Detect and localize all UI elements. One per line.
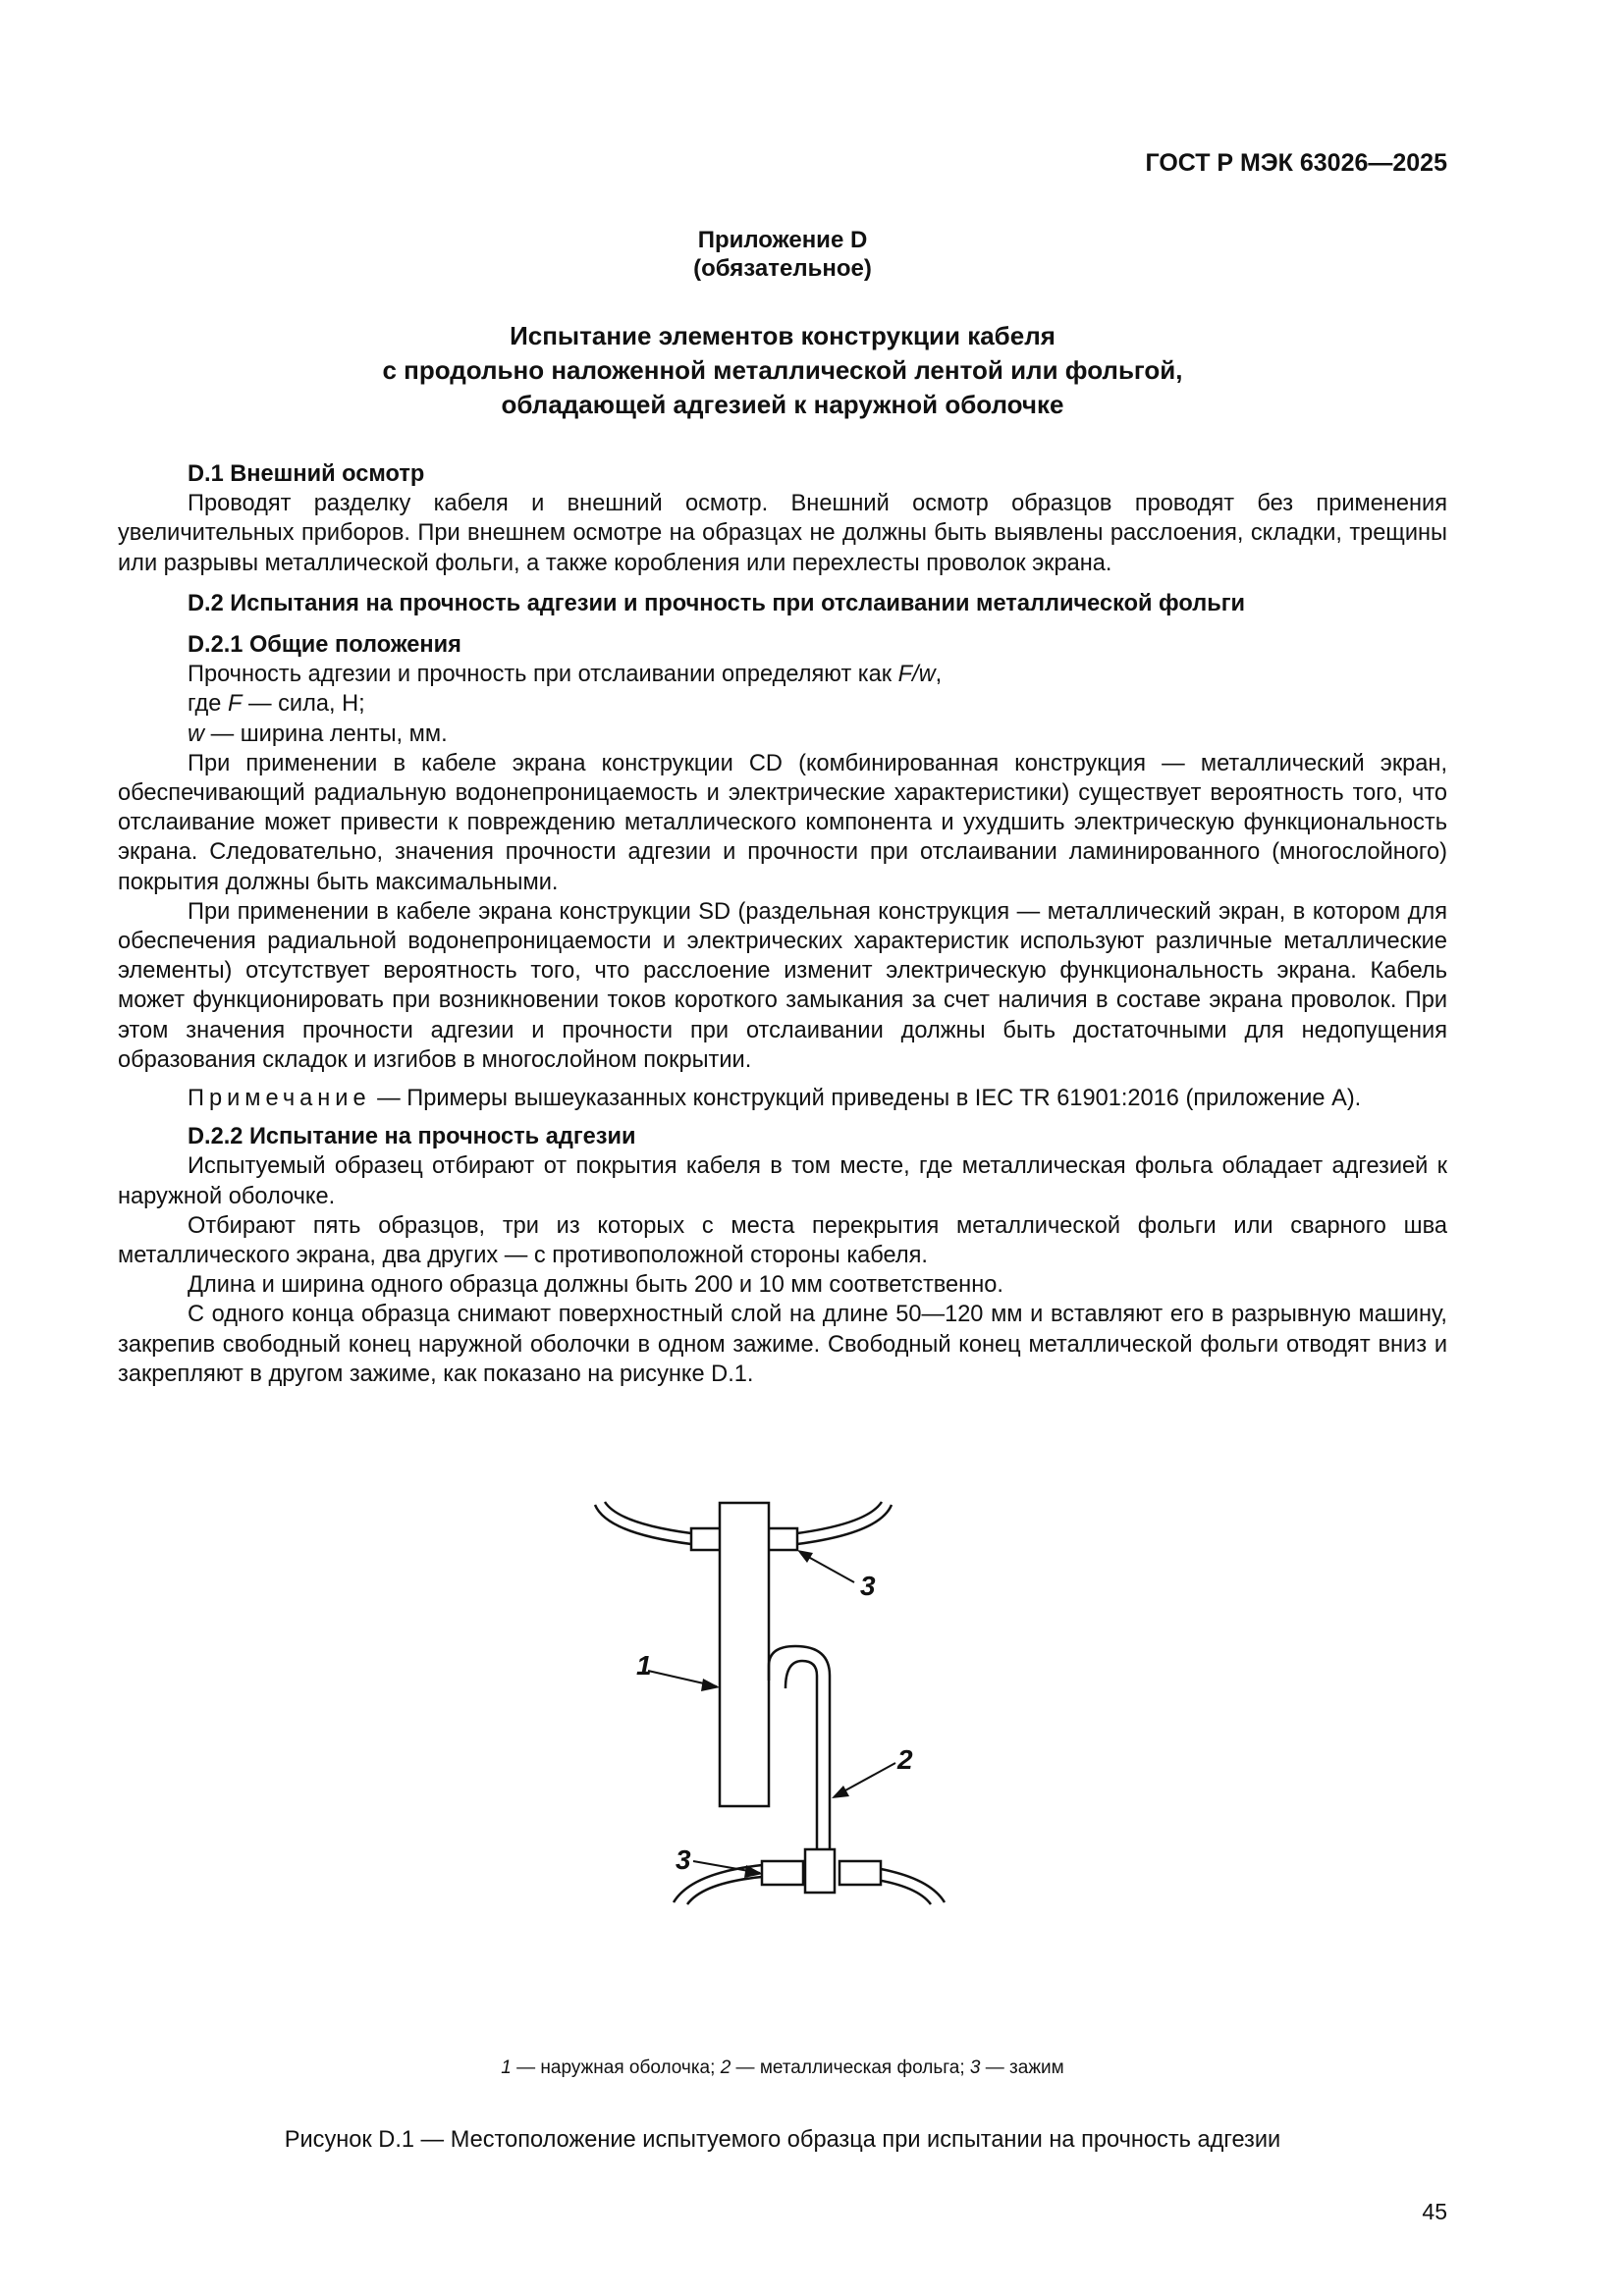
metallic-foil-inner: [785, 1661, 817, 1779]
note-text: — Примеры вышеуказанных конструкций приведены в IEC TR 61901:2016 (приложение А).: [370, 1086, 1362, 1112]
lower-clamp-left: [762, 1861, 803, 1885]
leader-2: [832, 1763, 895, 1798]
formula: F/w: [897, 662, 936, 688]
where-w-line: [118, 720, 1447, 749]
d22-paragraph-1: Испытуемый образец отбирают от покрытия кабеля в том месте, где металлическая фольга обладает адгезией к наружной оболочке.: [118, 1153, 1447, 1209]
figure-legend: [118, 2057, 1447, 2079]
leader-1: [648, 1671, 720, 1691]
annex-name: Приложение D: [697, 227, 868, 253]
note: [118, 1084, 1447, 1113]
formula-paragraph: [118, 660, 1447, 689]
var-w: w: [188, 721, 205, 747]
section-d1-heading: D.1 Внешний осмотр: [188, 461, 425, 487]
title-line-3: обладающей адгезией к наружной оболочке: [501, 390, 1064, 419]
outer-sheath-strip: [720, 1503, 769, 1806]
d22-paragraph-3: Длина и ширина одного образца должны быть 200 и 10 мм соответственно.: [188, 1272, 1003, 1299]
title-line-2: с продольно наложенной металлической лентой или фольгой,: [382, 355, 1183, 385]
formula-text: Прочность адгезии и прочность при отслаивании определяют как: [188, 662, 898, 688]
legend-num-3: 3: [969, 2057, 981, 2078]
document-body: [118, 459, 1447, 1389]
upper-grip-arc-right-inner: [797, 1502, 882, 1533]
note-label: Примечание: [188, 1086, 371, 1112]
annex-status: (обязательное): [693, 255, 872, 282]
where-prefix: где: [188, 691, 228, 718]
figure-d1-diagram: [574, 1477, 947, 2007]
legend-num-2: 2: [720, 2057, 731, 2078]
foil-end-in-clamp: [805, 1849, 835, 1893]
upper-clamp-right: [768, 1528, 797, 1550]
cd-paragraph: При применении в кабеле экрана конструкции CD (комбинированная конструкция — металлический экран, обеспечивающий радиальную водонепроницаемость и электрические характеристики) существует вероятность того, что отслаивание может привести к повреждению металлического компонента и ухудшить электрическую функциональность экрана. Следовательно, значения прочности адгезии и прочности при отслаивании ламинированного (многослойного) покрытия должны быть максимальными.: [118, 750, 1447, 895]
title-line-1: Испытание элементов конструкции кабеля: [510, 321, 1056, 350]
callout-2: 2: [897, 1744, 913, 1775]
legend-text-1: — наружная оболочка;: [511, 2057, 721, 2078]
section-d21-heading: D.2.1 Общие положения: [188, 632, 461, 659]
var-f: F: [228, 691, 243, 718]
document-code: ГОСТ Р МЭК 63026—2025: [1145, 149, 1447, 177]
metallic-foil: [769, 1646, 830, 1779]
section-d1-paragraph: Проводят разделку кабеля и внешний осмотр. Внешний осмотр образцов проводят без применения увеличительных приборов. При внешнем осмотре на образцах не должны быть выявлены расслоения, складки, трещины или разрывы металлической фольги, а также коробления или перехлесты проволок экрана.: [118, 491, 1447, 576]
annex-heading: [118, 226, 1447, 283]
upper-grip-arc-left-inner: [605, 1502, 691, 1533]
annex-title: [118, 319, 1447, 422]
sd-paragraph: При применении в кабеле экрана конструкции SD (раздельная конструкция — металлический экран, в котором для обеспечения радиальной водонепроницаемости и электрических характеристик используют различные металлические элементы) отсутствует вероятность того, что расслоение изменит электрическую функциональность экрана. Кабель может функционировать при возникновении токов короткого замыкания за счет наличия в составе экрана проволок. При этом значения прочности адгезии и прочности при отслаивании должны быть достаточными для недопущения образования складок и изгибов в многослойном покрытии.: [118, 898, 1447, 1073]
formula-end: ,: [935, 662, 943, 688]
figure-caption: Рисунок D.1 — Местоположение испытуемого образца при испытании на прочность адгезии: [284, 2127, 1281, 2153]
section-d22-heading: D.2.2 Испытание на прочность адгезии: [188, 1124, 636, 1150]
page-number: 45: [1422, 2199, 1447, 2224]
legend-text-3: — зажим: [980, 2057, 1064, 2078]
section-d2-heading: D.2 Испытания на прочность адгезии и прочность при отслаивании металлической фольги: [188, 590, 1246, 616]
where-f-line: [118, 689, 1447, 719]
d22-paragraph-2: Отбирают пять образцов, три из которых с места перекрытия металлической фольги или сварного шва металлического экрана, два других — с противоположной стороны кабеля.: [118, 1212, 1447, 1269]
d22-paragraph-4: С одного конца образца снимают поверхностный слой на длине 50—120 мм и вставляют его в разрывную машину, закрепив свободный конец наружной оболочки в одном зажиме. Свободный конец металлической фольги отводят вниз и закрепляют в другом зажиме, как показано на рисунке D.1.: [118, 1302, 1447, 1387]
legend-text-2: — металлическая фольга;: [731, 2057, 970, 2078]
callout-3-top: 3: [860, 1571, 876, 1601]
upper-clamp-left: [691, 1528, 721, 1550]
leader-3-top: [797, 1550, 854, 1582]
leader-3-bottom: [693, 1861, 763, 1878]
where-w-text: — ширина ленты, мм.: [204, 721, 448, 747]
legend-num-1: 1: [501, 2057, 512, 2078]
where-f-text: — сила, Н;: [242, 691, 365, 718]
lower-clamp-right: [839, 1861, 881, 1885]
callout-1: 1: [636, 1650, 652, 1681]
callout-3-bottom: 3: [676, 1844, 691, 1875]
